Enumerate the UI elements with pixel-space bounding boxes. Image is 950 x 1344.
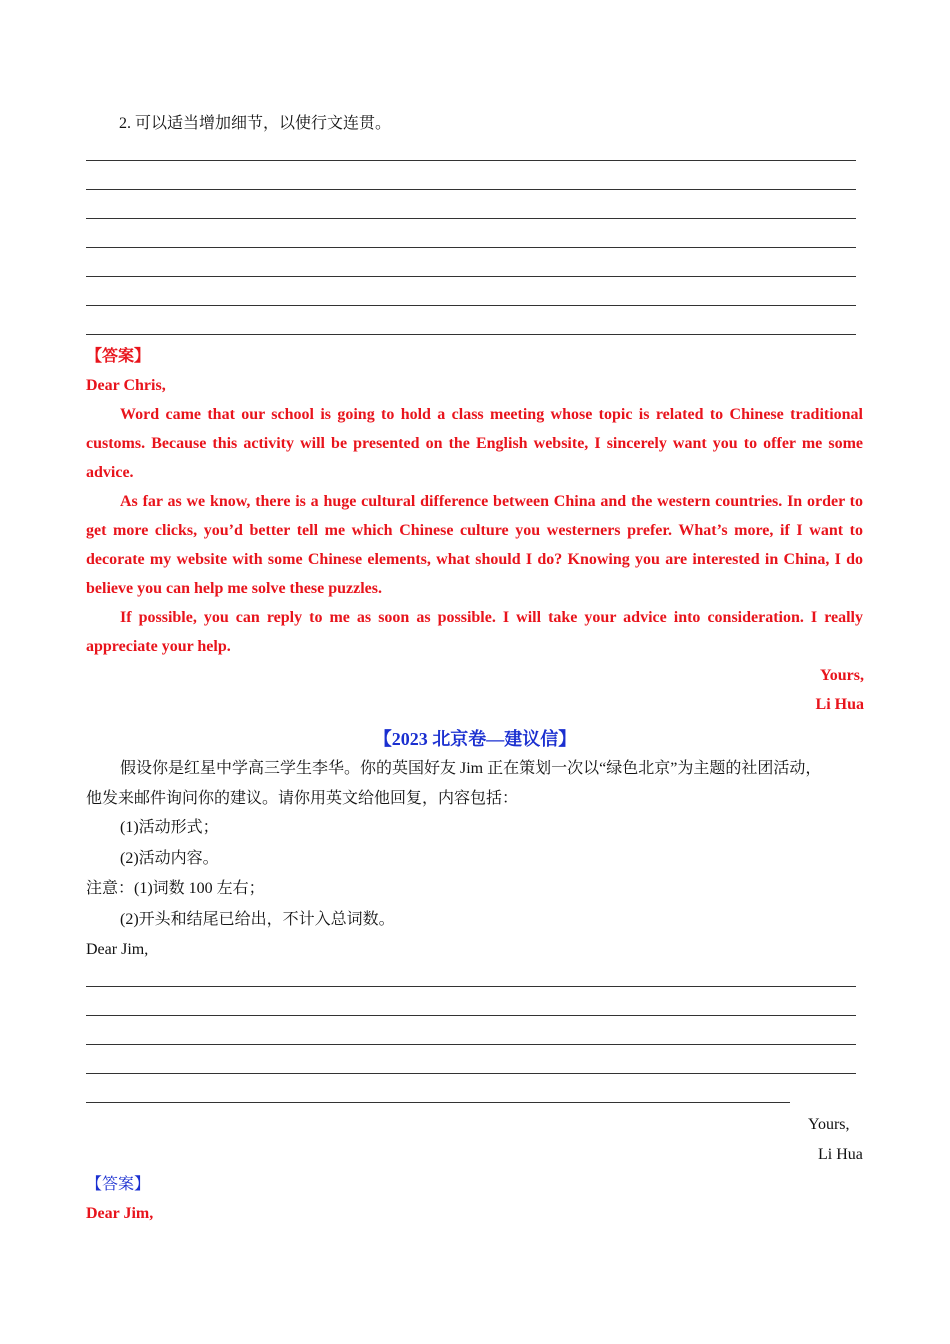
prompt-item-2: (2)活动内容。 bbox=[120, 850, 219, 867]
prompt-item-1: (1)活动形式； bbox=[120, 819, 219, 836]
note-2: (2)开头和结尾已给出，不计入总词数。 bbox=[120, 911, 395, 928]
letter-signature-2: Li Hua bbox=[818, 1146, 863, 1163]
answer-label-2: 【答案】 bbox=[86, 1176, 151, 1193]
letter-signature: Li Hua bbox=[815, 696, 864, 713]
prompt-line-2: 他发来邮件询问你的建议。请你用英文给他回复，内容包括： bbox=[86, 790, 519, 807]
writing-line bbox=[86, 1044, 856, 1045]
section-title: 【2023 北京卷—建议信】 bbox=[373, 729, 577, 749]
writing-line bbox=[86, 160, 856, 161]
answer-paragraph-2: As far as we know, there is a huge cultural difference between China and the western countries. In order to get more clicks, you’d better tell me which Chinese culture you westerners prefer. What’s more, if I want to decorate my website with some Chinese elements, what should I do? Knowing you are interested in China, I do believe you can help me solve these puzzles. bbox=[86, 493, 863, 597]
letter-closing-2: Yours, bbox=[808, 1116, 850, 1133]
answer-greeting-2: Dear Jim, bbox=[86, 1205, 154, 1222]
writing-line bbox=[86, 305, 856, 306]
writing-line bbox=[86, 276, 856, 277]
writing-line bbox=[86, 247, 856, 248]
letter-closing: Yours, bbox=[819, 667, 864, 684]
prompt-line-1: 假设你是红星中学高三学生李华。你的英国好友 Jim 正在策划一次以“绿色北京”为主题的社团活动， bbox=[120, 760, 822, 777]
letter-greeting-jim: Dear Jim, bbox=[86, 941, 149, 958]
answer-paragraph-1: Word came that our school is going to hold a class meeting whose topic is related to Chinese traditional customs. Because this activity will be presented on the English website, I sincerely want you to offer me some advice. bbox=[86, 406, 863, 481]
writing-line bbox=[86, 218, 856, 219]
note-1: 注意：(1)词数 100 左右； bbox=[86, 880, 265, 897]
writing-line bbox=[86, 189, 856, 190]
answer-label: 【答案】 bbox=[86, 348, 151, 365]
requirement-2: 2. 可以适当增加细节，以使行文连贯。 bbox=[119, 115, 392, 132]
writing-line bbox=[86, 1073, 856, 1074]
writing-line bbox=[86, 334, 856, 335]
answer-paragraph-3: If possible, you can reply to me as soon as possible. I will take your advice into consideration. I really appreciate your help. bbox=[86, 609, 863, 655]
letter-greeting: Dear Chris, bbox=[86, 377, 166, 394]
writing-line bbox=[86, 986, 856, 987]
writing-line bbox=[86, 1015, 856, 1016]
writing-line bbox=[86, 1102, 790, 1103]
